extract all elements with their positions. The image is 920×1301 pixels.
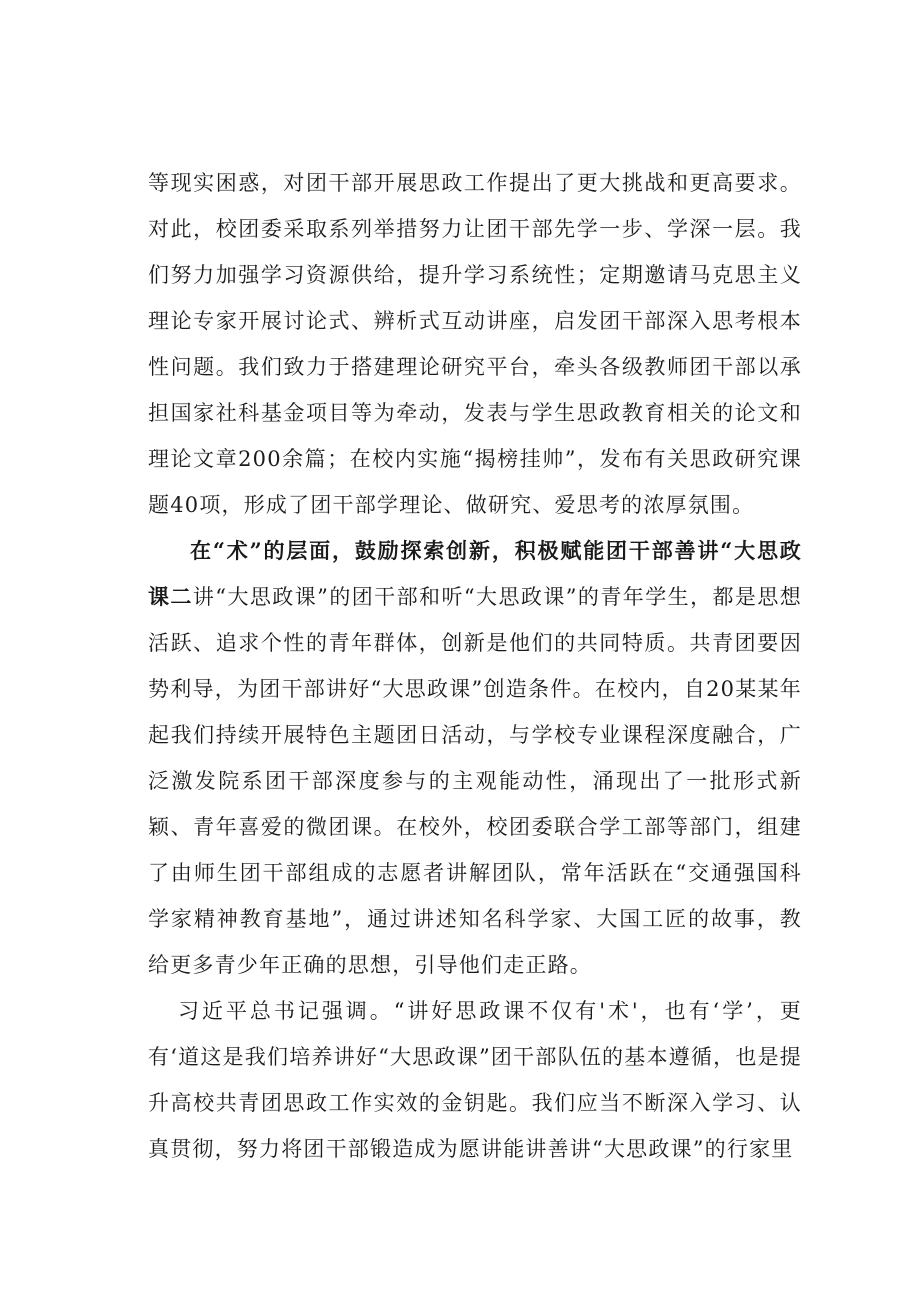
paragraph-text: 等现实困惑，对团干部开展思政工作提出了更大挑战和更高要求。对此，校团委采取系列举措努力让团干部先学一步、学深一层。我们努力加强学习资源供给，提升学习系统性；定期邀请马克思主义理论专家开展讨论式、辨析式互动讲座，启发团干部深入思考根本性问题。我们致力于搭建理论研究平台，牵头各级教师团干部以承担国家社科基金项目等为牵动，发表与学生思政教育相关的论文和理论文章200余篇；在校内实施“揭榜挂帅”，发布有关思政研究课题40项，形成了团干部学理论、做研究、爱思考的浓厚氛围。: [148, 171, 802, 517]
paragraph-xi-quote: [148, 988, 802, 1172]
paragraph-lead-heading: 在“术”的层面，鼓励探索创新，积极赋能团干部善讲“大思政课二: [148, 538, 802, 609]
paragraph-theory-research: [148, 160, 802, 528]
document-body: [148, 160, 802, 1172]
paragraph-text: 习近平总书记强调。“讲好思政课不仅有'术'，也有‘学’，更有‘道这是我们培养讲好“大思政课”团干部队伍的基本遵循，也是提升高校共青团思政工作实效的金钥匙。我们应当不断深入学习、认真贯彻，努力将团干部锻造成为愿讲能讲善讲“大思政课”的行家里: [148, 999, 802, 1161]
paragraph-text: 讲“大思政课”的团干部和听“大思政课”的青年学生，都是思想活跃、追求个性的青年群体，创新是他们的共同特质。共青团要因势利导，为团干部讲好“大思政课”创造条件。在校内，自20某某年起我们持续开展特色主题团日活动，与学校专业课程深度融合，广泛激发院系团干部深度参与的主观能动性，涌现出了一批形式新颖、青年喜爱的微团课。在校外，校团委联合学工部等部门，组建了由师生团干部组成的志愿者讲解团队，常年活跃在“交通强国科学家精神教育基地”，通过讲述知名科学家、大国工匠的故事，教给更多青少年正确的思想，引导他们走正路。: [148, 585, 802, 977]
paragraph-method-innovation: [148, 528, 802, 988]
